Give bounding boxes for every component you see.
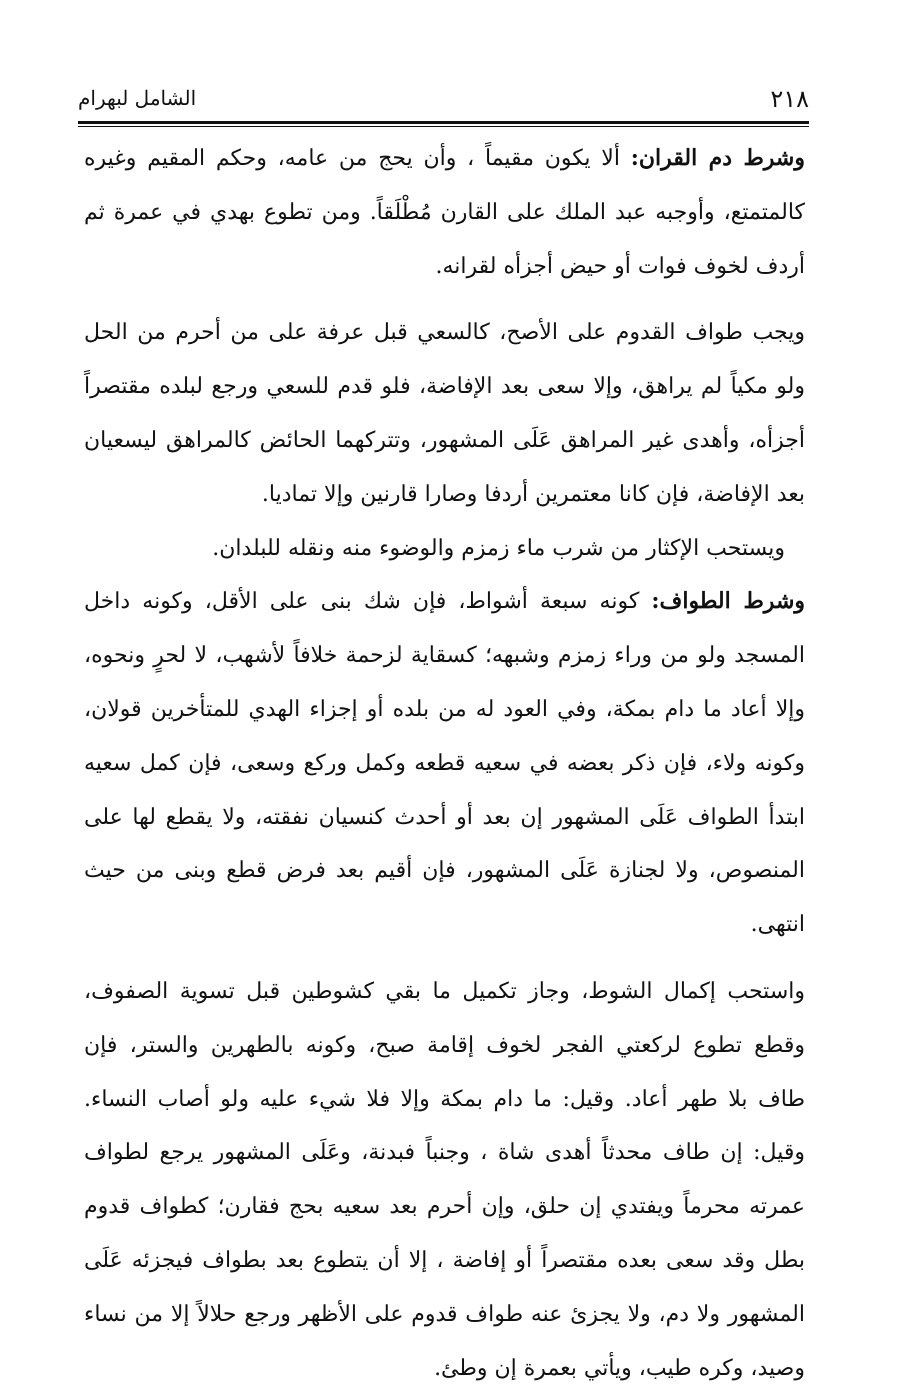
paragraph-tawaf-qudum	[84, 306, 805, 521]
paragraph-text: واستحب إكمال الشوط، وجاز تكميل ما بقي كشوطين قبل تسوية الصفوف، وقطع تطوع لركعتي الفجر لخوف إقامة صبح، وكونه بالطهرين والستر، فإن طاف بلا طهر أعاد. وقيل: ما دام بمكة وإلا فلا شيء عليه ولو أصاب النساء. وقيل: إن طاف محدثاً أهدى شاة ، وجنباً فبدنة، وعَلَى المشهور يرجع لطواف عمرته محرماً ويفتدي إن حلق، وإن أحرم بعد سعيه بحج فقارن؛ كطواف قدوم بطل وقد سعى بعده مقتصراً أو إفاضة ، إلا أن يتطوع بعد بطواف فيجزئه عَلَى المشهور ولا دم، ولا يجزئ عنه طواف قدوم على الأظهر ورجع حلالاً إلا من نساء وصيد، وكره طيب، ويأتي بعمرة إن وطئ.	[84, 978, 805, 1381]
body-text	[84, 132, 805, 1395]
paragraph-lead: وشرط دم القران:	[630, 145, 805, 171]
paragraph-tawaf-conditions	[84, 575, 805, 952]
paragraph-lead: وشرط الطواف:	[651, 588, 805, 615]
running-title: الشامل لبهرام	[78, 86, 197, 110]
page-number: ٢١٨	[770, 85, 809, 113]
paragraph-qiran-blood	[84, 132, 805, 293]
paragraph-shawt-completion	[84, 965, 805, 1395]
paragraph-text: ويجب طواف القدوم على الأصح، كالسعي قبل عرفة على من أحرم من الحل ولو مكياً لم يراهق، وإلا سعى بعد الإفاضة، فلو قدم للسعي ورجع لبلده مقتصراً أجزأه، وأهدى غير المراهق عَلَى المشهور، وتتركهما الحائض كالمراهق ليسعيان بعد الإفاضة، فإن كانا معتمرين أردفا وصارا قارنين وإلا تماديا.	[84, 320, 805, 507]
paragraph-text: ألا يكون مقيماً ، وأن يحج من عامه، وحكم المقيم وغيره كالمتمتع، وأوجبه عبد الملك على القارن مُطْلَقاً. ومن تطوع بهدي في عمرة ثم أردف لخوف فوات أو حيض أجزأه لقرانه.	[84, 146, 805, 279]
header-rule-thin	[78, 126, 809, 127]
header-rule	[78, 121, 809, 124]
paragraph-text: ويستحب الإكثار من شرب ماء زمزم والوضوء منه ونقله للبلدان.	[212, 535, 785, 561]
page-header	[78, 70, 809, 120]
paragraph-zamzam	[84, 522, 805, 576]
paragraph-text: كونه سبعة أشواط، فإن شك بنى على الأقل، وكونه داخل المسجد ولو من وراء زمزم وشبهه؛ كسقاية لزحمة خلافاً لأشهب، لا لحرٍ ونحوه، وإلا أعاد ما دام بمكة، وفي العود له من بلده أو إجزاء الهدي للمتأخرين قولان، وكونه ولاء، فإن ذكر بعضه في سعيه قطعه وكمل وركع وسعى، فإن كمل سعيه ابتدأ الطواف عَلَى المشهور إن بعد أو أحدث كنسيان نفقته، ولا يقطع لها على المنصوص، ولا لجنازة عَلَى المشهور، فإن أقيم بعد فرض قطع وبنى من حيث انتهى.	[84, 589, 805, 938]
